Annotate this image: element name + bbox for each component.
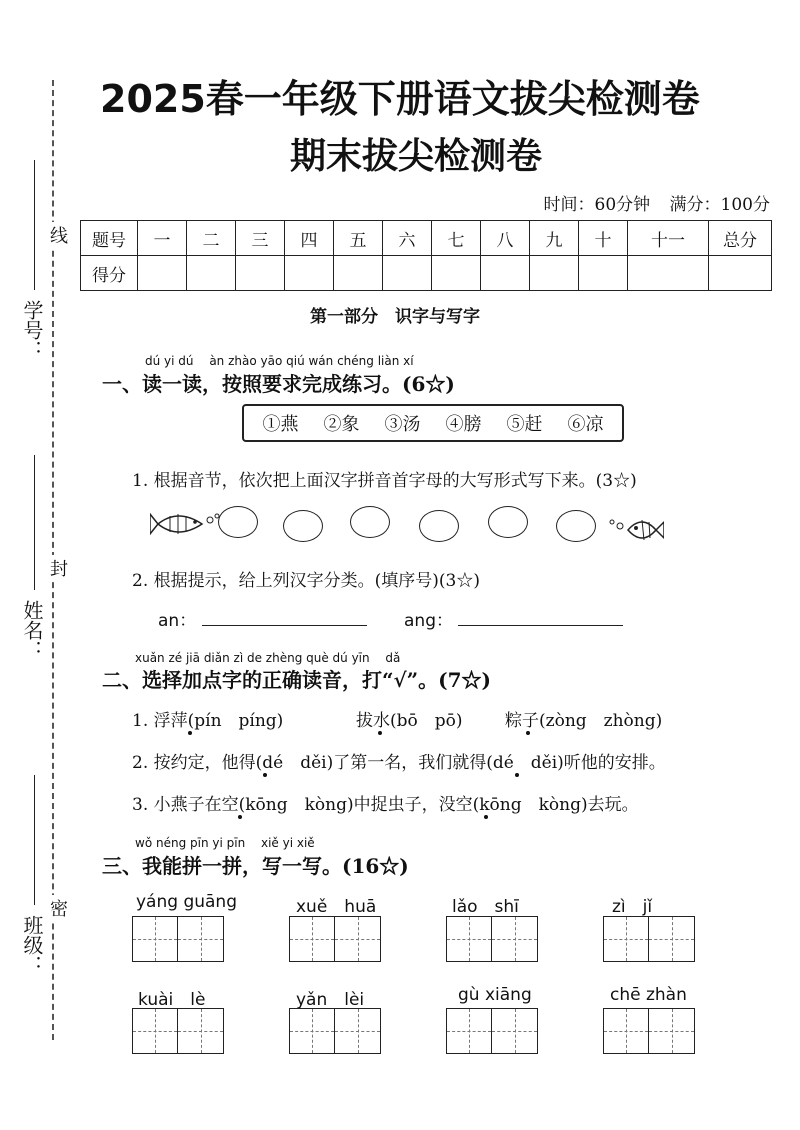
score-header-cell: 三 [236, 221, 285, 256]
q1-char: ②象 [323, 414, 360, 435]
exam-time: 时间：60分钟 [543, 195, 651, 215]
score-cell[interactable] [709, 256, 772, 291]
q2-line1c: 粽子(zòng zhòng) [505, 711, 663, 731]
part-one-heading: 第一部分 识字与写字 [310, 307, 480, 327]
score-table-header-row [81, 221, 772, 256]
emphasis-dot [188, 731, 192, 735]
score-cell[interactable] [383, 256, 432, 291]
score-header-cell: 一 [138, 221, 187, 256]
score-header-cell: 十 [579, 221, 628, 256]
answer-bubble[interactable] [218, 506, 258, 538]
answer-bubble[interactable] [283, 510, 323, 542]
score-header-cell: 八 [481, 221, 530, 256]
name-blank[interactable] [34, 455, 35, 590]
writing-grid[interactable] [132, 1008, 224, 1054]
score-cell[interactable] [236, 256, 285, 291]
score-header-cell: 九 [530, 221, 579, 256]
ang-answer-blank[interactable] [458, 625, 623, 626]
score-cell[interactable] [530, 256, 579, 291]
grid-pinyin: zì jǐ [612, 897, 653, 917]
writing-grid[interactable] [289, 916, 381, 962]
score-cell[interactable] [579, 256, 628, 291]
score-header-cell: 总分 [709, 221, 772, 256]
score-cell[interactable] [285, 256, 334, 291]
q1-heading: 一、读一读，按照要求完成练习。(6☆) [102, 372, 455, 396]
answer-bubble[interactable] [419, 510, 459, 542]
student-no-blank[interactable] [34, 160, 35, 290]
score-table-score-row [81, 256, 772, 291]
grid-pinyin: yáng guāng [136, 892, 237, 912]
q1-char: ①燕 [262, 414, 299, 435]
score-cell[interactable] [481, 256, 530, 291]
q2-pinyin: xuǎn zé jiā diǎn zì de zhèng què dú yīn dǎ [135, 651, 401, 665]
score-cell[interactable] [628, 256, 709, 291]
fish-right-icon [604, 510, 664, 550]
score-header-cell: 六 [383, 221, 432, 256]
cut-mark-seal: 封 [44, 555, 70, 581]
q2-line2: 2. 按约定，他得(dé děi)了第一名，我们就得(dé děi)听他的安排。 [132, 753, 666, 773]
q1-char-box [242, 404, 624, 442]
cut-mark-secret: 密 [44, 895, 70, 921]
writing-grid[interactable] [446, 916, 538, 962]
score-header-cell: 二 [187, 221, 236, 256]
name-label: 姓名： [20, 600, 44, 660]
writing-grid[interactable] [603, 916, 695, 962]
score-header-cell: 题号 [81, 221, 138, 256]
emphasis-dot [263, 773, 267, 777]
answer-bubble[interactable] [350, 506, 390, 538]
q3-pinyin: wǒ néng pīn yi pīn xiě yi xiě [135, 836, 315, 850]
score-cell[interactable] [187, 256, 236, 291]
q1-char: ③汤 [384, 414, 421, 435]
grid-pinyin: yǎn lèi [296, 990, 365, 1010]
student-no-label: 学号： [20, 300, 44, 360]
grid-pinyin: gù xiāng [458, 985, 532, 1005]
ang-row [404, 606, 623, 631]
emphasis-dot [484, 815, 488, 819]
q3-heading: 三、我能拼一拼，写一写。(16☆) [102, 854, 409, 878]
page-subtitle: 期末拔尖检测卷 [290, 136, 543, 177]
emphasis-dot [238, 815, 242, 819]
fish-left-icon [150, 506, 220, 542]
score-header-cell: 四 [285, 221, 334, 256]
emphasis-dot [378, 731, 382, 735]
exam-full-score: 满分：100分 [669, 195, 770, 215]
q1-char: ⑥凉 [567, 414, 604, 435]
answer-bubble[interactable] [488, 506, 528, 538]
score-header-cell: 五 [334, 221, 383, 256]
grid-pinyin: kuài lè [138, 990, 206, 1010]
writing-grid[interactable] [603, 1008, 695, 1054]
score-row-label: 得分 [81, 256, 138, 291]
emphasis-dot [526, 731, 530, 735]
score-cell[interactable] [334, 256, 383, 291]
q2-line3: 3. 小燕子在空(kōng kòng)中捉虫子，没空(kōng kòng)去玩。 [132, 795, 639, 815]
grid-pinyin: lǎo shī [452, 897, 519, 917]
class-blank[interactable] [34, 775, 35, 905]
q2-line1b: 拔水(bō pō) [356, 711, 463, 731]
an-answer-blank[interactable] [202, 625, 367, 626]
q1-char: ④膀 [445, 414, 482, 435]
emphasis-dot [515, 773, 519, 777]
q2-line1a: 1. 浮萍(pín píng) [132, 711, 284, 731]
q2-heading: 二、选择加点字的正确读音，打“√”。(7☆) [102, 668, 491, 692]
ang-label: ang： [404, 611, 453, 631]
q1-char: ⑤赶 [506, 414, 543, 435]
writing-grid[interactable] [289, 1008, 381, 1054]
q1-pinyin: dú yi dú àn zhào yāo qiú wán chéng liàn xí [145, 354, 414, 368]
page-title: 2025春一年级下册语文拔尖检测卷 [100, 77, 700, 121]
class-label: 班级： [20, 915, 44, 975]
exam-meta [544, 190, 771, 215]
writing-grid[interactable] [446, 1008, 538, 1054]
score-cell[interactable] [138, 256, 187, 291]
q1-sub2: 2. 根据提示，给上列汉字分类。(填序号)(3☆) [132, 571, 480, 591]
q1-sub1: 1. 根据音节，依次把上面汉字拼音首字母的大写形式写下来。(3☆) [132, 471, 637, 491]
an-row [158, 606, 367, 631]
answer-bubble[interactable] [556, 510, 596, 542]
score-header-cell: 十一 [628, 221, 709, 256]
score-header-cell: 七 [432, 221, 481, 256]
grid-pinyin: xuě huā [296, 897, 377, 917]
score-table [80, 220, 772, 291]
grid-pinyin: chē zhàn [610, 985, 687, 1005]
an-label: an： [158, 611, 197, 631]
cut-mark-line: 线 [44, 222, 70, 248]
score-cell[interactable] [432, 256, 481, 291]
writing-grid[interactable] [132, 916, 224, 962]
